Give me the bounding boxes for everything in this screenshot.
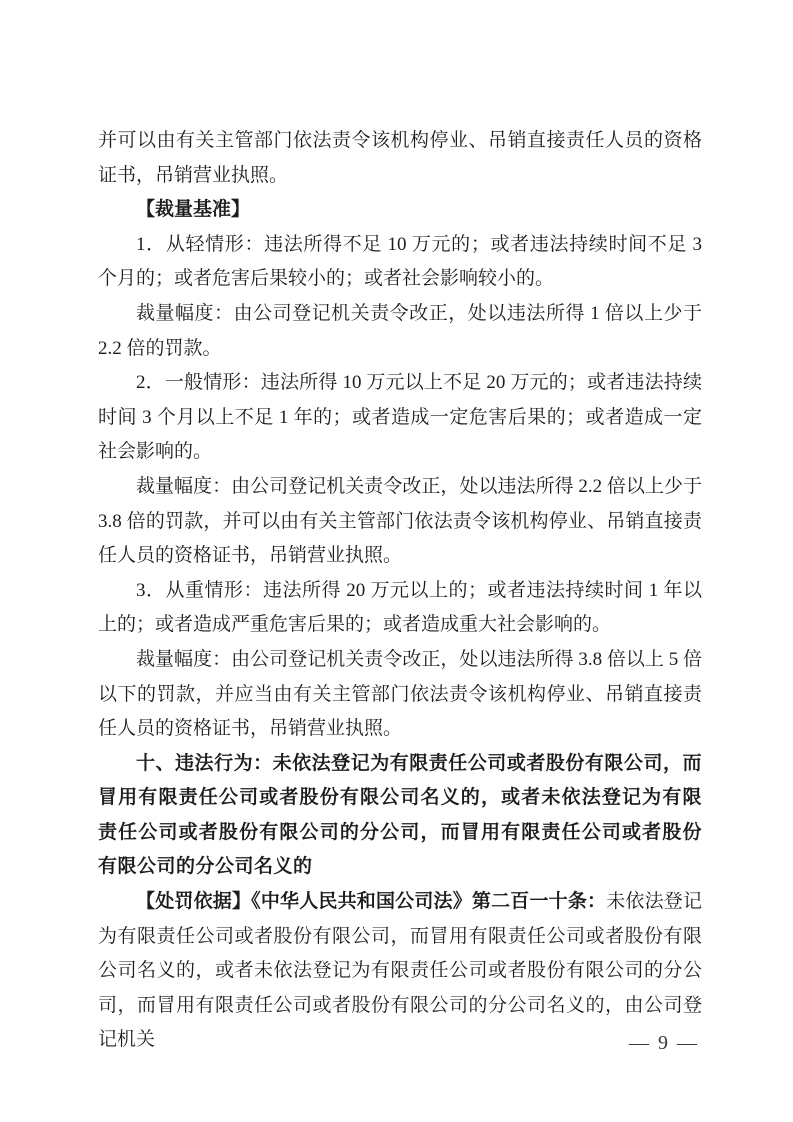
paragraph-continuation: 并可以由有关主管部门依法责令该机构停业、吊销直接责任人员的资格证书，吊销营业执照。	[98, 130, 702, 186]
item-lenient-range: 裁量幅度：由公司登记机关责令改正，处以违法所得 1 倍以上少于 2.2 倍的罚款。	[98, 302, 702, 359]
page-number: — 9 —	[629, 1032, 699, 1054]
heading-discretion-benchmark: 【裁量基准】	[136, 199, 251, 221]
penalty-basis-text: 未依法登记为有限责任公司或者股份有限公司，而冒用有限责任公司或者股份有限公司名义的，或者未依法登记为有限责任公司或者股份有限公司的分公司，而冒用有限责任公司或者股份有限公司的分公司名义的，由公司登记机关	[98, 891, 702, 1051]
item-general-range: 裁量幅度：由公司登记机关责令改正，处以违法所得 2.2 倍以上少于 3.8 倍的罚款，并可以由有关主管部门依法责令该机构停业、吊销直接责任人员的资格证书，吊销营业执照。	[98, 475, 702, 567]
penalty-basis-label: 【处罚依据】《中华人民共和国公司法》第二百一十条：	[136, 891, 607, 913]
item-severe-circumstance: 3．从重情形：违法所得 20 万元以上的；或者违法持续时间 1 年以上的；或者造成严重危害后果的；或者造成重大社会影响的。	[98, 579, 702, 636]
item-lenient-circumstance: 1．从轻情形：违法所得不足 10 万元的；或者违法持续时间不足 3 个月的；或者危害后果较小的；或者社会影响较小的。	[98, 233, 702, 290]
heading-violation-ten: 十、违法行为：未依法登记为有限责任公司或者股份有限公司，而冒用有限责任公司或者股份有限公司名义的，或者未依法登记为有限责任公司或者股份有限公司的分公司，而冒用有限责任公司或者股份有限公司的分公司名义的	[98, 752, 702, 878]
item-severe-range: 裁量幅度：由公司登记机关责令改正，处以违法所得 3.8 倍以上 5 倍以下的罚款，并应当由有关主管部门依法责令该机构停业、吊销直接责任人员的资格证书，吊销营业执照。	[98, 648, 702, 740]
item-general-circumstance: 2．一般情形：违法所得 10 万元以上不足 20 万元的；或者违法持续时间 3 个月以上不足 1 年的；或者造成一定危害后果的；或者造成一定社会影响的。	[98, 372, 702, 463]
paragraph-penalty-basis	[98, 885, 702, 1058]
document-body	[98, 124, 702, 1058]
